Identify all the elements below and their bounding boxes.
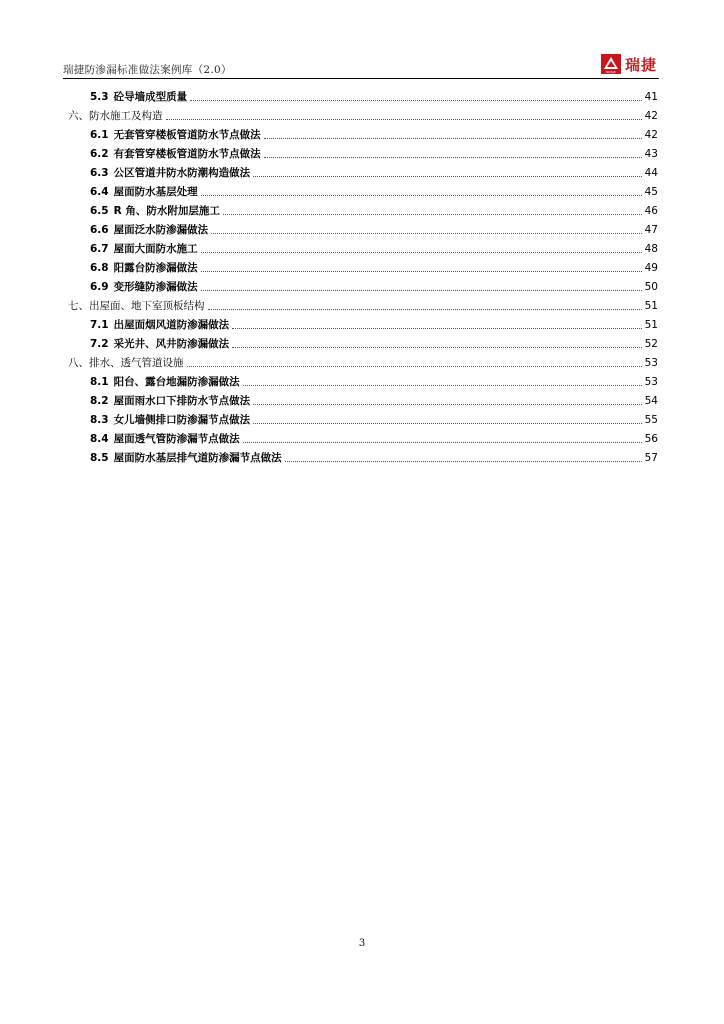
logo-subtext: RIDGE <box>606 69 616 74</box>
toc-entry-number: 6.5 <box>90 205 109 217</box>
ridge-logo-icon <box>601 54 621 74</box>
toc-entry-page: 48 <box>644 243 658 255</box>
toc-entry[interactable] <box>90 316 658 332</box>
toc-entry-page: 42 <box>644 110 658 122</box>
toc-leader-dots <box>190 100 642 101</box>
toc-entry-title: 六、防水施工及构造 <box>68 110 163 122</box>
toc-leader-dots <box>253 423 642 424</box>
toc-entry[interactable] <box>90 373 658 389</box>
toc-entry-page: 53 <box>644 357 658 369</box>
toc-entry-title: 无套管穿楼板管道防水节点做法 <box>113 129 261 141</box>
toc-entry-title: 采光井、风井防渗漏做法 <box>113 338 230 350</box>
company-logo <box>601 53 657 75</box>
toc-leader-dots <box>253 176 642 177</box>
toc-leader-dots <box>243 442 642 443</box>
toc-entry-number: 8.4 <box>90 433 109 445</box>
toc-entry[interactable] <box>90 88 658 104</box>
toc-entry[interactable] <box>90 145 658 161</box>
toc-entry-title: 阳台、露台地漏防渗漏做法 <box>113 376 240 388</box>
toc-entry-page: 53 <box>644 376 658 388</box>
toc-entry-page: 47 <box>644 224 658 236</box>
toc-leader-dots <box>201 195 642 196</box>
toc-entry-title: 阳露台防渗漏做法 <box>113 262 198 274</box>
toc-entry-number: 6.1 <box>90 129 109 141</box>
toc-leader-dots <box>232 347 642 348</box>
toc-entry-number: 5.3 <box>90 91 109 103</box>
toc-entry-number: 8.1 <box>90 376 109 388</box>
toc-leader-dots <box>243 385 642 386</box>
toc-entry-page: 55 <box>644 414 658 426</box>
toc-entry[interactable] <box>90 126 658 142</box>
toc-leader-dots <box>253 404 642 405</box>
toc-entry-page: 51 <box>644 300 658 312</box>
toc-entry-page: 56 <box>644 433 658 445</box>
toc-entry[interactable] <box>68 354 658 370</box>
toc-leader-dots <box>201 290 642 291</box>
toc-entry-page: 42 <box>644 129 658 141</box>
toc-entry-number: 6.9 <box>90 281 109 293</box>
toc-entry-number: 7.1 <box>90 319 109 331</box>
toc-leader-dots <box>264 138 642 139</box>
toc-entry[interactable] <box>90 259 658 275</box>
toc-entry-title: 出屋面烟风道防渗漏做法 <box>113 319 230 331</box>
toc-leader-dots <box>264 157 642 158</box>
toc-entry-title: 砼导墙成型质量 <box>113 91 188 103</box>
toc-entry-title: 八、排水、透气管道设施 <box>68 357 184 369</box>
logo-text: 瑞捷 <box>624 55 657 74</box>
toc-entry[interactable] <box>90 240 658 256</box>
toc-entry-page: 45 <box>644 186 658 198</box>
toc-entry-title: 变形缝防渗漏做法 <box>113 281 198 293</box>
toc-entry[interactable] <box>90 202 658 218</box>
toc-entry[interactable] <box>90 183 658 199</box>
toc-entry[interactable] <box>90 221 658 237</box>
toc-entry-number: 6.6 <box>90 224 109 236</box>
toc-entry-number: 8.3 <box>90 414 109 426</box>
toc-entry-page: 43 <box>644 148 658 160</box>
toc-leader-dots <box>211 233 642 234</box>
page-number: 3 <box>358 938 366 949</box>
toc-entry-title: 屋面防水基层排气道防渗漏节点做法 <box>113 452 282 464</box>
toc-entry-page: 57 <box>644 452 658 464</box>
toc-entry[interactable] <box>90 430 658 446</box>
toc-entry[interactable] <box>68 297 658 313</box>
toc-entry-title: R 角、防水附加层施工 <box>113 205 220 217</box>
toc-leader-dots <box>201 271 642 272</box>
toc-leader-dots <box>285 461 642 462</box>
toc-entry-page: 41 <box>644 91 658 103</box>
toc-entry[interactable] <box>90 392 658 408</box>
toc-entry-number: 6.3 <box>90 167 109 179</box>
toc-entry-title: 七、出屋面、地下室顶板结构 <box>68 300 205 312</box>
toc-entry[interactable] <box>90 164 658 180</box>
toc-leader-dots <box>166 119 642 120</box>
toc-leader-dots <box>187 366 642 367</box>
toc-leader-dots <box>232 328 642 329</box>
toc-entry-page: 51 <box>644 319 658 331</box>
toc-entry-title: 屋面防水基层处理 <box>113 186 198 198</box>
toc-entry[interactable] <box>90 278 658 294</box>
toc-entry-title: 屋面透气管防渗漏节点做法 <box>113 433 240 445</box>
toc-entry-title: 公区管道井防水防潮构造做法 <box>113 167 251 179</box>
toc-entry-page: 44 <box>644 167 658 179</box>
header-title: 瑞捷防渗漏标准做法案例库（2.0） <box>63 64 232 76</box>
toc-entry-page: 46 <box>644 205 658 217</box>
toc-entry-page: 54 <box>644 395 658 407</box>
toc-entry-title: 屋面泛水防渗漏做法 <box>113 224 209 236</box>
toc-entry[interactable] <box>68 107 658 123</box>
toc-entry-number: 6.8 <box>90 262 109 274</box>
toc-entry-number: 8.5 <box>90 452 109 464</box>
toc-entry-number: 6.7 <box>90 243 109 255</box>
toc-entry-number: 8.2 <box>90 395 109 407</box>
toc-entry-title: 有套管穿楼板管道防水节点做法 <box>113 148 261 160</box>
toc-entry[interactable] <box>90 335 658 351</box>
page-header <box>63 52 659 79</box>
toc-entry-title: 屋面大面防水施工 <box>113 243 198 255</box>
toc-entry-title: 女儿墙侧排口防渗漏节点做法 <box>113 414 251 426</box>
toc-entry-page: 52 <box>644 338 658 350</box>
toc-entry[interactable] <box>90 411 658 427</box>
toc-entry[interactable] <box>90 449 658 465</box>
toc-entry-page: 49 <box>644 262 658 274</box>
toc-entry-number: 6.4 <box>90 186 109 198</box>
toc-entry-title: 屋面雨水口下排防水节点做法 <box>113 395 251 407</box>
toc-leader-dots <box>201 252 642 253</box>
toc-entry-number: 7.2 <box>90 338 109 350</box>
toc-entry-number: 6.2 <box>90 148 109 160</box>
toc-leader-dots <box>208 309 642 310</box>
toc-entry-page: 50 <box>644 281 658 293</box>
toc-leader-dots <box>223 214 642 215</box>
